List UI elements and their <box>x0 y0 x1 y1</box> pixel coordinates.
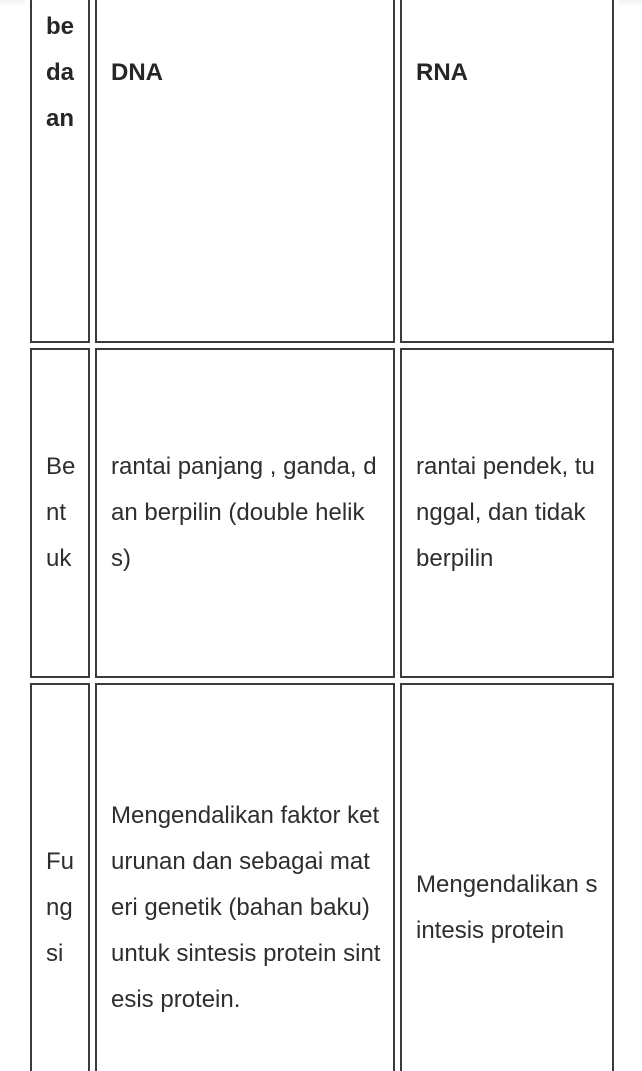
cell-bentuk-dna: rantai panjang , ganda, dan berpilin (double heliks) <box>95 348 395 678</box>
table-header <box>30 0 614 343</box>
cell-fungsi-rna: Mengendalikan sintesis protein <box>400 683 614 1071</box>
column-header-dna: DNA <box>95 0 395 343</box>
table-row <box>30 683 614 1071</box>
table-row <box>30 348 614 678</box>
dna-rna-comparison-table <box>25 0 619 1071</box>
column-header-aspect: bedaan <box>30 0 90 343</box>
table-header-row <box>30 0 614 343</box>
row-label-bentuk: Bentuk <box>30 348 90 678</box>
column-header-rna: RNA <box>400 0 614 343</box>
cell-fungsi-dna: Mengendalikan faktor keturunan dan sebagai materi genetik (bahan baku) untuk sintesis protein sintesis protein. <box>95 683 395 1071</box>
table-body <box>30 348 614 1071</box>
cell-bentuk-rna: rantai pendek, tunggal, dan tidak berpilin <box>400 348 614 678</box>
row-label-fungsi: Fungsi <box>30 683 90 1071</box>
